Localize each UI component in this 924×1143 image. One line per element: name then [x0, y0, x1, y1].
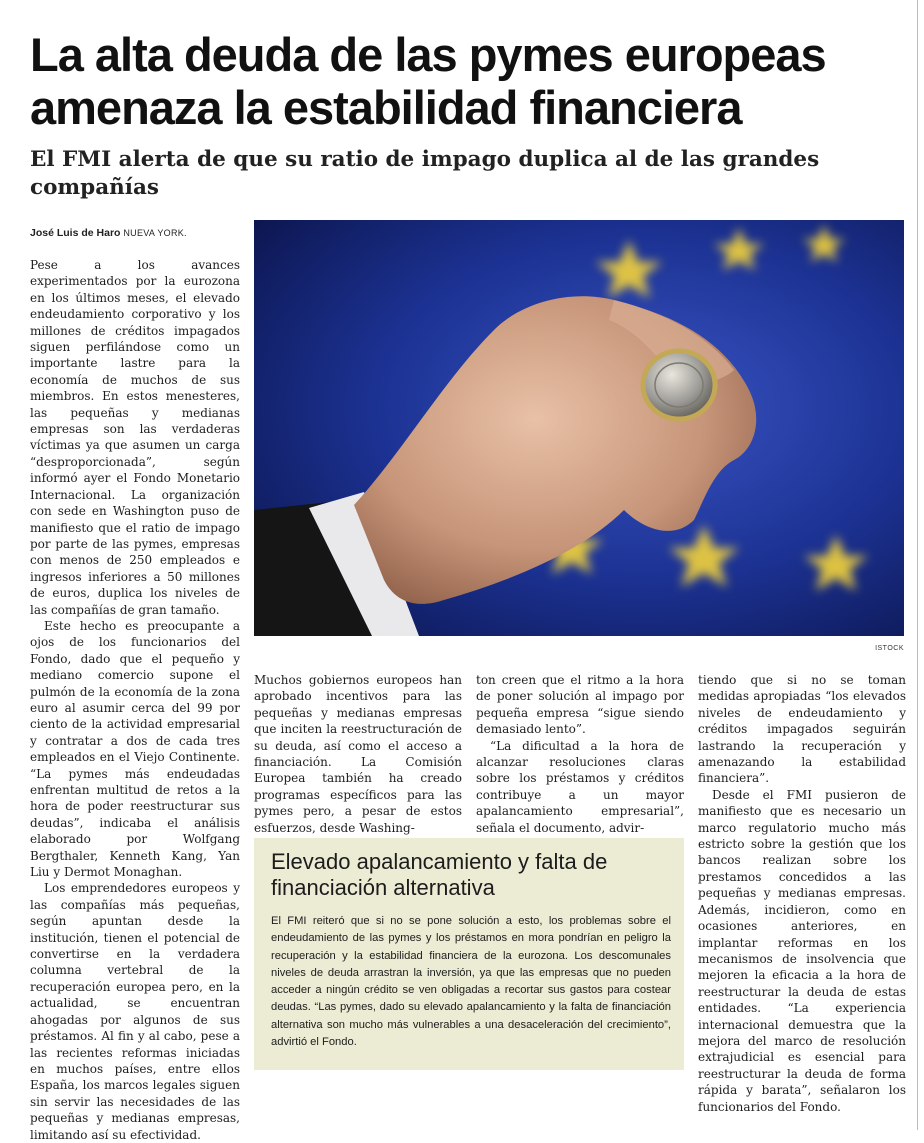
- body-paragraph: Pese a los avances experimentados por la eurozona en los últimos meses, el elevado endeudamiento corporativo y los millones de créditos impagados siguen perfilándose como un importante lastre para la economía de muchos de sus miembros. En estos menesteres, las pequeñas y medianas empresas son las verdaderas víctimas ya que asumen un carga “desproporcionada”, según informó ayer el Fondo Monetario Internacional. La organización con sede en Washington puso de manifiesto que el ratio de impago por parte de las pymes, empresas con menos de 250 empleados e ingresos inferiores a 50 millones de euros, duplica los niveles de las compañías de gran tamaño.: [30, 258, 240, 617]
- byline: [30, 227, 250, 239]
- sidebar-title: Elevado apalancamiento y falta de financiación alternativa: [271, 849, 608, 900]
- subheadline: El FMI alerta de que su ratio de impago duplica al de las grandes compañías: [30, 147, 820, 200]
- article-column-1: [30, 257, 240, 1142]
- author-name: José Luis de Haro: [30, 227, 121, 239]
- headline: La alta deuda de las pymes europeas amenaza la estabilidad financiera: [30, 28, 826, 134]
- sidebar-body: El FMI reiteró que si no se pone solución a esto, los problemas sobre el endeudamiento de las pymes y los préstamos en mora pondrían en peligro la recuperación y la estabilidad financiera de la eurozona. Los descomunales niveles de deuda arrastran la inversión, ya que las empresas que no pueden acceder a ningún crédito se ven obligadas a recortar sus gastos para costear deudas. “Las pymes, dado su elevado apalancamiento y la falta de financiación alternativa son mucho más vulnerables a una desaceleración del crecimiento”, advirtió el Fondo.: [271, 915, 671, 1049]
- body-paragraph: Este hecho es preocupante a ojos de los funcionarios del Fondo, dado que el pequeño y mediano comercio supone el pulmón de la economía de la zona euro al asumir cerca del 99 por ciento de la actividad empresarial y contratar a dos de cada tres empleados en el Viejo Continente. “La pymes más endeudadas enfrentan multitud de retos a la hora de poder reestructurar sus deudas”, indicaba el análisis elaborado por Wolfgang Bergthaler, Kenneth Kang, Yan Liu y Dermot Monaghan.: [30, 618, 240, 880]
- body-paragraph: “La dificultad a la hora de alcanzar resoluciones claras sobre los préstamos y créditos contribuye a un mayor apalancamiento empresarial”, señala el documento, advir-: [476, 738, 684, 835]
- page-edge-rule: [917, 0, 918, 1130]
- body-paragraph: Los emprendedores europeos y las compañías más pequeñas, según apuntan desde la institución, tienen el potencial de convertirse en la verdadera columna vertebral de la recuperación europea pero, en la actualidad, se encuentran ahogadas por algunos de sus préstamos. Al fin y al cabo, pese a las recientes reformas iniciadas en muchos países, entre ellos España, los marcos legales siguen sin servir las necesidades de las pequeñas y medianas empresas, limitando así su efectividad.: [30, 881, 240, 1142]
- article-column-2: [254, 672, 462, 835]
- article-column-4: [698, 672, 906, 1114]
- dateline-location: NUEVA YORK.: [123, 228, 187, 238]
- body-paragraph: Desde el FMI pusieron de manifiesto que es necesario un marco regulatorio mucho más estricto sobre la gestión que los bancos realizan sobre los prestamos concedidos a las pequeñas y medianas empresas. Además, incidieron, como en ocasiones anteriores, en implantar reformas en los mecanismos de insolvencia que mejoren la eficacia a la hora de reestructurar la deuda de estas entidades. “La experiencia internacional demuestra que la mejora del marco de resolución extrajudicial es esencial para reestructurar la deuda de forma rápida y barata”, señalaron los funcionarios del Fondo.: [698, 787, 906, 1114]
- article-photo: [254, 220, 904, 636]
- body-paragraph: ton creen que el ritmo a la hora de poner solución al impago por pequeña empresa “sigue siendo demasiado lento”.: [476, 673, 684, 737]
- body-paragraph: tiendo que si no se toman medidas apropiadas “los elevados niveles de endeudamiento y créditos impagados seguirán lastrando la recuperación y amenazando la estabilidad financiera”.: [698, 673, 906, 786]
- euro-coin: [643, 351, 715, 419]
- sidebar-box: [254, 838, 684, 1070]
- body-paragraph: Muchos gobiernos europeos han aprobado incentivos para las pequeñas y medianas empresas que inciten la reestructuración de su deuda, así como el acceso a financiación. La Comisión Europea también ha creado programas específicos para las pymes pero, a pesar de estos esfuerzos, desde Washing-: [254, 673, 462, 835]
- photo-credit: ISTOCK: [875, 645, 904, 652]
- article-column-3: [476, 672, 684, 835]
